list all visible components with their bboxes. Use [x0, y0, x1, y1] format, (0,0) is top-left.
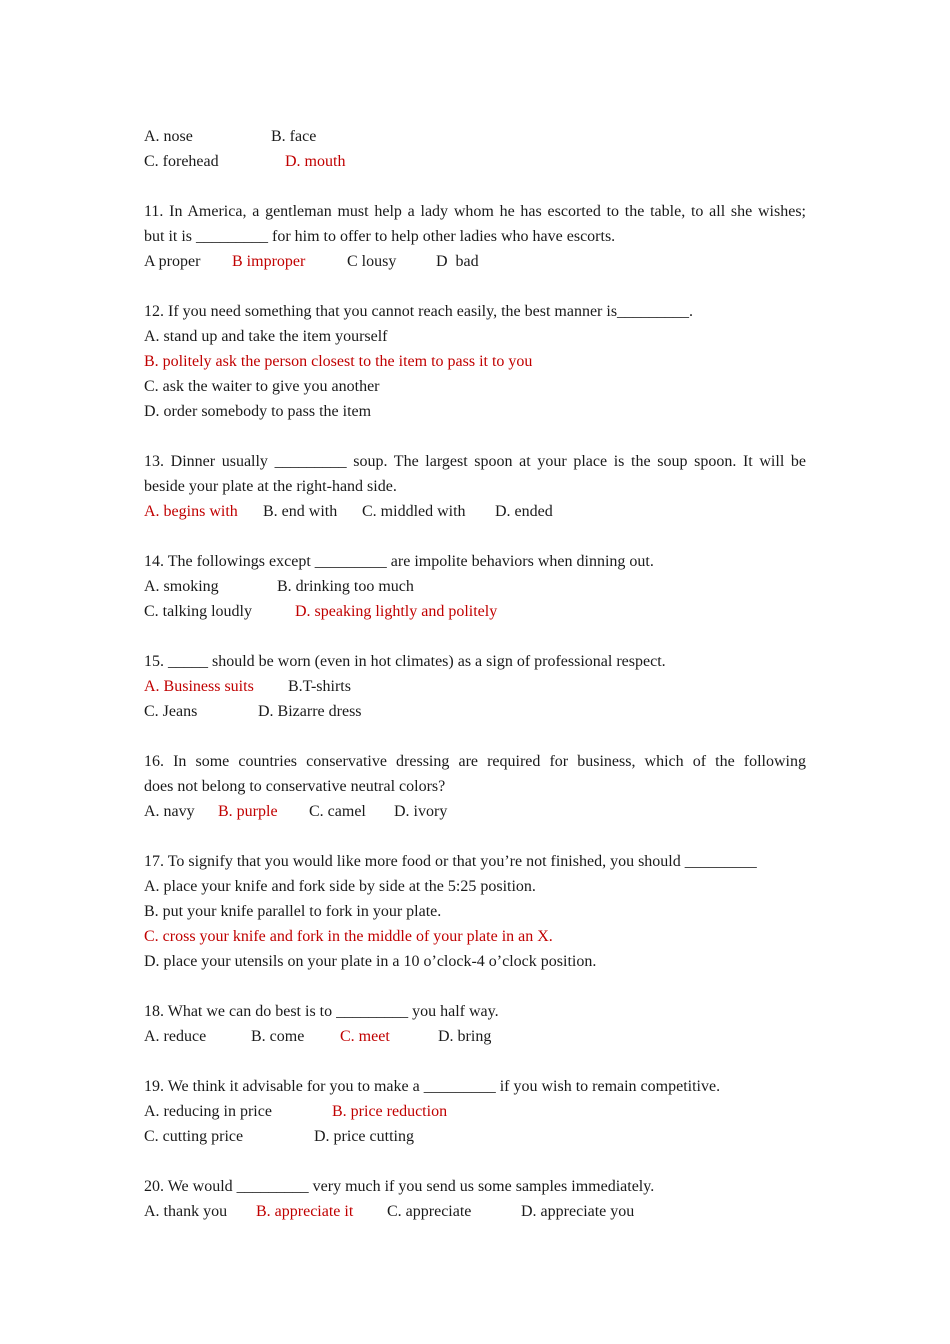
q14-option-c: C. talking loudly — [144, 603, 252, 620]
q14-options-row1 — [144, 574, 806, 599]
q13-option-c: C. middled with — [362, 503, 466, 520]
q19-option-d: D. price cutting — [314, 1128, 414, 1145]
q20-option-a: A. thank you — [144, 1203, 228, 1220]
q10-options-row2 — [144, 149, 806, 174]
q10-options-row1 — [144, 124, 806, 149]
q13-option-b: B. end with — [263, 503, 338, 520]
q11-option-a: A proper — [144, 253, 201, 270]
q13-option-d: D. ended — [495, 503, 553, 520]
q16-options — [144, 799, 806, 824]
q18-question: 18. What we can do best is to _________ you half way. — [144, 1003, 499, 1020]
q19-option-c: C. cutting price — [144, 1128, 244, 1145]
q11-option-c: C lousy — [347, 253, 397, 270]
q10-option-c: C. forehead — [144, 153, 219, 170]
q17-option-a: A. place your knife and fork side by side at the 5:25 position. — [144, 878, 536, 895]
q19-option-a: A. reducing in price — [144, 1103, 272, 1120]
q20-question: 20. We would _________ very much if you send us some samples immediately. — [144, 1178, 655, 1195]
q13-question-line1: 13. Dinner usually _________ soup. The largest spoon at your place is the soup spoon. It will be — [144, 453, 806, 470]
q19-option-b-answer: B. price reduction — [332, 1103, 448, 1120]
q18-option-c-answer: C. meet — [340, 1028, 390, 1045]
q14-option-a: A. smoking — [144, 578, 219, 595]
q17-option-b: B. put your knife parallel to fork in your plate. — [144, 903, 442, 920]
q14-options-row2 — [144, 599, 806, 624]
q16-question-line1: 16. In some countries conservative dressing are required for business, which of the following — [144, 753, 806, 770]
q12-option-a: A. stand up and take the item yourself — [144, 328, 388, 345]
q13-options — [144, 499, 806, 524]
q18-option-d: D. bring — [438, 1028, 492, 1045]
q11-options — [144, 249, 806, 274]
q13-question-line2: beside your plate at the right-hand side. — [144, 478, 397, 495]
q14-question: 14. The followings except _________ are impolite behaviors when dinning out. — [144, 553, 654, 570]
q15-option-d: D. Bizarre dress — [258, 703, 362, 720]
q12-option-c: C. ask the waiter to give you another — [144, 378, 380, 395]
q14-option-d-answer: D. speaking lightly and politely — [295, 603, 498, 620]
q11-question-line1: 11. In America, a gentleman must help a lady whom he has escorted to the table, to all she wishes; — [144, 203, 806, 220]
q16-question-line2: does not belong to conservative neutral colors? — [144, 778, 446, 795]
q16-option-a: A. navy — [144, 803, 195, 820]
q17-question: 17. To signify that you would like more food or that you’re not finished, you should _________ — [144, 853, 757, 870]
q15-option-c: C. Jeans — [144, 703, 198, 720]
q14-option-b: B. drinking too much — [277, 578, 414, 595]
q18-option-a: A. reduce — [144, 1028, 207, 1045]
q18-options — [144, 1024, 806, 1049]
q19-options-row2 — [144, 1124, 806, 1149]
q20-options — [144, 1199, 806, 1224]
q15-options-row2 — [144, 699, 806, 724]
q20-option-d: D. appreciate you — [521, 1203, 635, 1220]
q19-question: 19. We think it advisable for you to make a _________ if you wish to remain competitive. — [144, 1078, 721, 1095]
q10-option-d-answer: D. mouth — [285, 153, 346, 170]
q17-option-d: D. place your utensils on your plate in a 10 o’clock-4 o’clock position. — [144, 953, 597, 970]
q10-option-a: A. nose — [144, 128, 193, 145]
q16-option-b-answer: B. purple — [218, 803, 278, 820]
q17-option-c-answer: C. cross your knife and fork in the middle of your plate in an X. — [144, 928, 553, 945]
q11-option-d: D bad — [436, 253, 479, 270]
q12-question: 12. If you need something that you cannot reach easily, the best manner is_________. — [144, 303, 694, 320]
q18-option-b: B. come — [251, 1028, 305, 1045]
q12-option-b-answer: B. politely ask the person closest to the item to pass it to you — [144, 353, 533, 370]
q12-option-d: D. order somebody to pass the item — [144, 403, 372, 420]
document-page — [144, 124, 806, 1224]
q13-option-a-answer: A. begins with — [144, 503, 238, 520]
q10-option-b: B. face — [271, 128, 317, 145]
q19-options-row1 — [144, 1099, 806, 1124]
q16-option-d: D. ivory — [394, 803, 448, 820]
q15-question: 15. _____ should be worn (even in hot climates) as a sign of professional respect. — [144, 653, 666, 670]
q20-option-c: C. appreciate — [387, 1203, 472, 1220]
q11-question-line2: but it is _________ for him to offer to help other ladies who have escorts. — [144, 228, 616, 245]
q15-option-b: B.T-shirts — [288, 678, 351, 695]
q15-option-a-answer: A. Business suits — [144, 678, 254, 695]
q16-option-c: C. camel — [309, 803, 366, 820]
q15-options-row1 — [144, 674, 806, 699]
q11-option-b-answer: B improper — [232, 253, 306, 270]
q20-option-b-answer: B. appreciate it — [256, 1203, 354, 1220]
